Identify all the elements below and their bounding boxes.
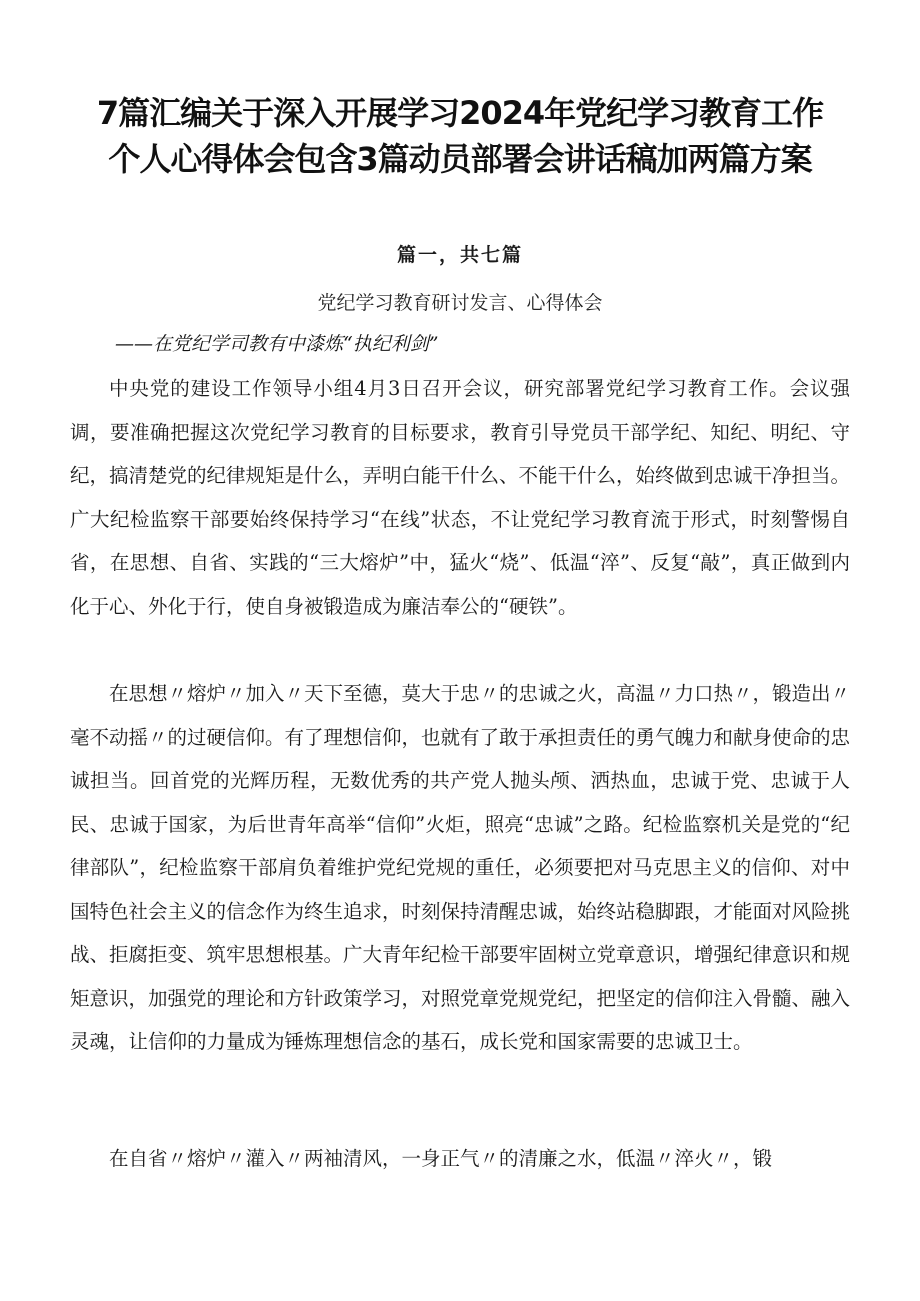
- section-dash-subtitle: ——在党纪学司教有中漆炼“执纪利剑”: [115, 333, 439, 355]
- document-title-line-1: 7篇汇编关于深入开展学习2024年党纪学习教育工作: [96, 94, 824, 132]
- body-paragraph: 在自省〃熔炉〃灌入〃两袖清风，一身正气〃的清廉之水，低温〃淬火〃，锻: [109, 1147, 773, 1170]
- section-heading: 篇一，共七篇: [396, 244, 523, 266]
- section-subtitle: 党纪学习教育研讨发言、心得体会: [317, 292, 603, 314]
- document-title-line-2: 个人心得体会包含3篇动员部署会讲话稿加两篇方案: [108, 140, 812, 178]
- body-paragraph: 在思想〃熔炉〃加入〃天下至德，莫大于忠〃的忠诚之火，高温〃力口热〃，锻造出〃毫不动摇〃的过硬信仰。有了理想信仰，也就有了敢于承担责任的勇气魄力和献身使命的忠诚担当。回首党的光辉历程，无数优秀的共产党人抛头颅、洒热血，忠诚于党、忠诚于人民、忠诚于国家，为后世青年高举“信仰”火炬，照亮“忠诚”之路。纪检监察机关是党的“纪律部队”，纪检监察干部肩负着维护党纪党规的重任，必须要把对马克思主义的信仰、对中国特色社会主义的信念作为终生追求，时刻保持清醒忠诚，始终站稳脚跟，才能面对风险挑战、拒腐拒变、筑牢思想根基。广大青年纪检干部要牢固树立党章意识，增强纪律意识和规矩意识，加强党的理论和方针政策学习，对照党章党规党纪，把坚定的信仰注入骨髓、融入灵魂，让信仰的力量成为锤炼理想信念的基石，成长党和国家需要的忠诚卫士。: [70, 682, 851, 1053]
- body-paragraph: 中央党的建设工作领导小组4月3日召开会议，研究部署党纪学习教育工作。会议强调，要准确把握这次党纪学习教育的目标要求，教育引导党员干部学纪、知纪、明纪、守纪，搞清楚党的纪律规矩是什么，弄明白能干什么、不能干什么，始终做到忠诚干净担当。广大纪检监察干部要始终保持学习“在线”状态，不让党纪学习教育流于形式，时刻警惕自省，在思想、自省、实践的“三大熔炉”中，猛火“烧”、低温“淬”、反复“敲”，真正做到内化于心、外化于行，使自身被锻造成为廉洁奉公的“硬铁”。: [70, 377, 851, 618]
